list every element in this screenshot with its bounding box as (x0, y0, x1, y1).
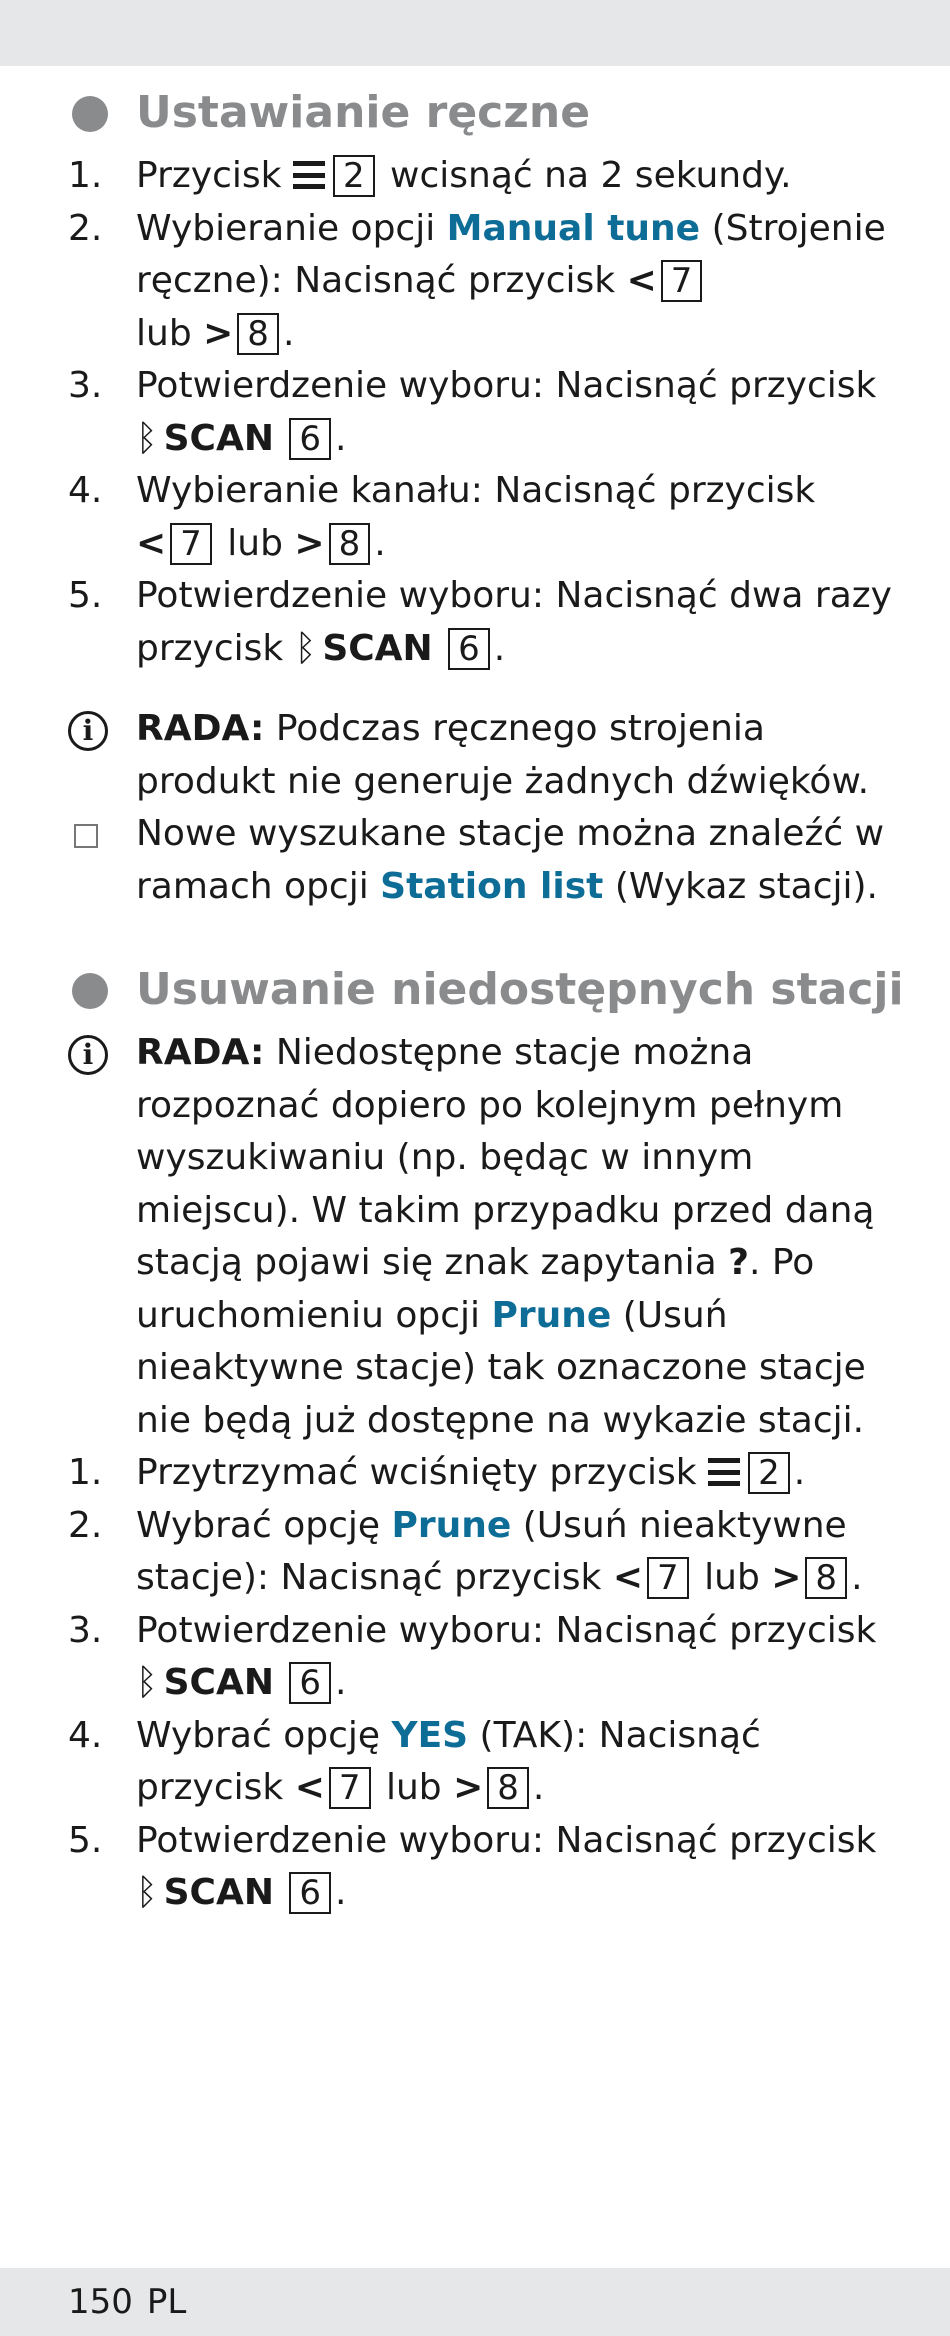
info-icon: i (68, 1035, 108, 1075)
scan-label: SCAN (163, 1872, 274, 1913)
step-item (68, 570, 908, 675)
step-text: (Usuń nieaktywne stacje): Nacisnąć przycisk (136, 1504, 847, 1598)
button-ref-box: 2 (333, 155, 375, 197)
step-item (68, 360, 908, 465)
checkbox-icon (74, 824, 98, 848)
steps-list-manual-tune (68, 150, 908, 675)
step-text: Wybieranie kanału: Nacisnąć przycisk (136, 470, 816, 511)
tip-label: RADA: (136, 708, 265, 749)
menu-icon (293, 161, 325, 189)
step-text: Potwierdzenie wyboru: Nacisnąć przycisk (136, 365, 877, 406)
button-ref-box: 6 (289, 1662, 331, 1704)
bluetooth-icon: ᛒ (136, 417, 158, 459)
step-item (68, 1710, 908, 1815)
step-number: 4. (68, 1714, 103, 1756)
button-ref-box: 8 (329, 523, 371, 565)
info-icon: i (68, 711, 108, 751)
step-text: . (374, 522, 386, 564)
step-item (68, 150, 908, 203)
step-text: . (851, 1557, 863, 1598)
chevron-left-icon: < (626, 260, 657, 301)
chevron-left-icon: < (136, 522, 167, 564)
step-number: 1. (68, 1452, 103, 1493)
tip-text: Niedostępne stacje można rozpoznać dopiero po kolejnym pełnym wyszukiwaniu (np. będąc w innym miejscu). W takim przypadku przed daną stacją pojawi się znak zapytania (136, 1032, 875, 1283)
step-text: (TAK): Nacisnąć przycisk (136, 1714, 761, 1808)
step-text: Potwierdzenie wyboru: Nacisnąć dwa razy przycisk (136, 575, 892, 669)
bullet-circle-icon (72, 973, 108, 1009)
step-text: . (282, 312, 295, 354)
step-text: Potwierdzenie wyboru: Nacisnąć przycisk (136, 1609, 877, 1651)
step-text: . (335, 417, 347, 459)
step-item (68, 1447, 908, 1500)
chevron-right-icon: > (453, 1767, 484, 1808)
chevron-right-icon: > (771, 1557, 802, 1598)
tip-text: Podczas ręcznego strojenia produkt nie generuje żadnych dźwięków. (136, 708, 870, 802)
step-text: Wybrać opcję (136, 1714, 381, 1756)
step-item (68, 465, 908, 570)
step-text: . (493, 627, 506, 669)
bluetooth-icon: ᛒ (136, 1872, 158, 1913)
bluetooth-icon: ᛒ (294, 627, 317, 669)
button-ref-box: 8 (237, 313, 279, 355)
step-number: 5. (68, 575, 103, 616)
step-text: Wybrać opcję (136, 1504, 381, 1546)
button-ref-box: 7 (647, 1557, 689, 1599)
step-text: Potwierdzenie wyboru: Nacisnąć przycisk (136, 1819, 877, 1861)
step-text: . (335, 1662, 347, 1703)
button-ref-box: 6 (289, 418, 331, 460)
language-code: PL (146, 2282, 187, 2322)
question-mark: ? (728, 1242, 749, 1283)
step-text: . (793, 1452, 806, 1493)
step-number: 1. (68, 155, 103, 196)
chevron-left-icon: < (294, 1767, 325, 1808)
step-number: 3. (68, 365, 103, 406)
step-item (68, 1500, 908, 1605)
button-ref-box: 2 (748, 1452, 790, 1494)
step-text: lub (704, 1557, 760, 1598)
button-ref-box: 8 (805, 1557, 847, 1599)
button-ref-box: 6 (289, 1872, 331, 1914)
step-text: Przycisk (136, 155, 282, 196)
step-item (68, 1815, 908, 1920)
chevron-left-icon: < (612, 1557, 644, 1598)
note-text: (Wykaz stacji). (614, 865, 878, 907)
step-text: (Strojenie ręczne): Nacisnąć przycisk (136, 207, 886, 301)
tip-note (68, 1027, 908, 1447)
step-number: 2. (68, 1504, 103, 1546)
step-text: lub (227, 522, 283, 564)
menu-icon (708, 1458, 740, 1486)
step-item (68, 203, 908, 361)
step-number: 5. (68, 1819, 103, 1861)
step-text: . (335, 1872, 347, 1913)
page-number: 150 (68, 2282, 133, 2322)
step-number: 2. (68, 207, 103, 249)
chevron-right-icon: > (203, 312, 234, 354)
button-ref-box: 8 (487, 1767, 529, 1809)
tip-label: RADA: (136, 1032, 265, 1073)
section-heading-prune (68, 959, 908, 1021)
scan-label: SCAN (322, 627, 433, 669)
section-title: Ustawianie ręczne (136, 87, 591, 138)
step-text: Przytrzymać wciśnięty przycisk (136, 1452, 697, 1493)
page-footer (68, 2280, 186, 2324)
step-text: lub (136, 312, 192, 354)
section-heading-manual-tune (68, 82, 908, 144)
bluetooth-icon: ᛒ (136, 1662, 158, 1703)
button-ref-box: 6 (448, 628, 490, 670)
option-keyword: YES (391, 1714, 469, 1756)
tip-text: . Po uruchomieniu opcji (136, 1242, 815, 1336)
bullet-circle-icon (72, 96, 108, 132)
option-keyword: Prune (391, 1504, 512, 1546)
page-content (68, 82, 908, 1920)
tip-text: (Usuń nieaktywne stacje) tak oznaczone stacje nie będą już dostępne na wykazie stacji. (136, 1294, 866, 1441)
step-item (68, 1605, 908, 1710)
option-keyword: Manual tune (446, 207, 701, 249)
option-keyword: Station list (380, 865, 604, 907)
tip-note (68, 703, 908, 808)
info-note (68, 808, 908, 913)
step-text: Wybieranie opcji (136, 207, 436, 249)
step-text: wcisnąć na 2 sekundy. (390, 155, 792, 196)
chevron-right-icon: > (294, 522, 325, 564)
button-ref-box: 7 (170, 523, 212, 565)
step-text: . (532, 1767, 545, 1808)
option-keyword: Prune (491, 1294, 612, 1336)
section-title: Usuwanie niedostępnych stacji (136, 964, 904, 1015)
note-text: Nowe wyszukane stacje można znaleźć w ramach opcji (136, 813, 885, 907)
steps-list-prune (68, 1447, 908, 1920)
top-bar (0, 0, 950, 66)
button-ref-box: 7 (661, 260, 703, 302)
scan-label: SCAN (163, 417, 274, 459)
scan-label: SCAN (163, 1662, 274, 1703)
step-text: lub (385, 1767, 442, 1808)
step-number: 4. (68, 470, 103, 511)
button-ref-box: 7 (329, 1767, 371, 1809)
step-number: 3. (68, 1609, 103, 1651)
